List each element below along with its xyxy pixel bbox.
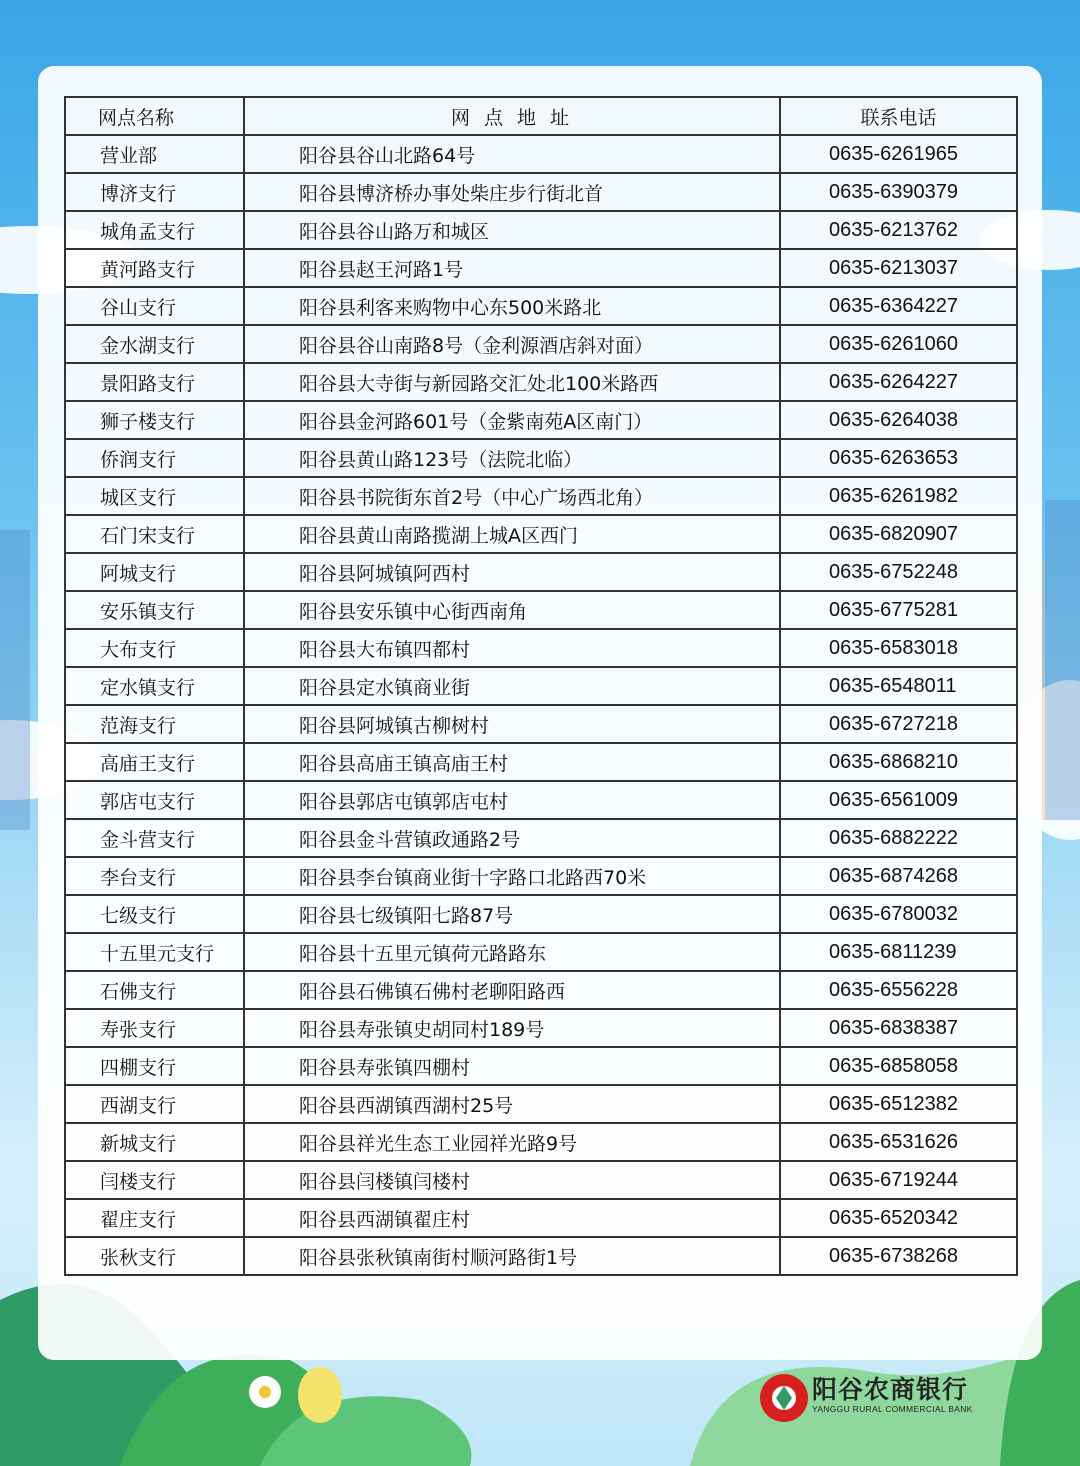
- branch-address-cell: 阳谷县博济桥办事处柴庄步行街北首: [244, 173, 780, 211]
- branch-phone-cell: 0635-6780032: [780, 895, 1017, 933]
- table-row: [65, 135, 1017, 173]
- branch-address-cell: 阳谷县谷山北路64号: [244, 135, 780, 173]
- branch-name-cell: 翟庄支行: [65, 1199, 244, 1237]
- branch-phone-cell: 0635-6531626: [780, 1123, 1017, 1161]
- branch-address-cell: 阳谷县李台镇商业街十字路口北路西70米: [244, 857, 780, 895]
- branch-phone-cell: 0635-6364227: [780, 287, 1017, 325]
- table-row: [65, 553, 1017, 591]
- branch-phone-cell: 0635-6213037: [780, 249, 1017, 287]
- branch-address-cell: 阳谷县七级镇阳七路87号: [244, 895, 780, 933]
- branch-address-cell: 阳谷县郭店屯镇郭店屯村: [244, 781, 780, 819]
- branch-address-cell: 阳谷县西湖镇翟庄村: [244, 1199, 780, 1237]
- branch-name-cell: 狮子楼支行: [65, 401, 244, 439]
- table-row: [65, 439, 1017, 477]
- branch-name-cell: 闫楼支行: [65, 1161, 244, 1199]
- table-row: [65, 1047, 1017, 1085]
- table-row: [65, 781, 1017, 819]
- branch-address-cell: 阳谷县寿张镇史胡同村189号: [244, 1009, 780, 1047]
- branch-address-cell: 阳谷县书院街东首2号（中心广场西北角）: [244, 477, 780, 515]
- branch-phone-cell: 0635-6548011: [780, 667, 1017, 705]
- branch-address-cell: 阳谷县高庙王镇高庙王村: [244, 743, 780, 781]
- table-row: [65, 363, 1017, 401]
- branch-name-cell: 七级支行: [65, 895, 244, 933]
- branch-name-cell: 石佛支行: [65, 971, 244, 1009]
- table-row: [65, 1009, 1017, 1047]
- branch-phone-cell: 0635-6727218: [780, 705, 1017, 743]
- branch-phone-cell: 0635-6556228: [780, 971, 1017, 1009]
- branch-name-cell: 定水镇支行: [65, 667, 244, 705]
- table-row: [65, 1161, 1017, 1199]
- branch-phone-cell: 0635-6775281: [780, 591, 1017, 629]
- branch-phone-cell: 0635-6874268: [780, 857, 1017, 895]
- bank-logo: [750, 1368, 1000, 1424]
- header-branch-name: 网点名称: [65, 97, 244, 135]
- branch-address-cell: 阳谷县寿张镇四棚村: [244, 1047, 780, 1085]
- branch-name-cell: 金斗营支行: [65, 819, 244, 857]
- table-row: [65, 591, 1017, 629]
- table-row: [65, 1237, 1017, 1275]
- branch-address-cell: 阳谷县定水镇商业街: [244, 667, 780, 705]
- branch-address-cell: 阳谷县赵王河路1号: [244, 249, 780, 287]
- branch-name-cell: 金水湖支行: [65, 325, 244, 363]
- branch-name-cell: 石门宋支行: [65, 515, 244, 553]
- branch-address-cell: 阳谷县阿城镇阿西村: [244, 553, 780, 591]
- table-row: [65, 971, 1017, 1009]
- branch-name-cell: 十五里元支行: [65, 933, 244, 971]
- branch-name-cell: 景阳路支行: [65, 363, 244, 401]
- branch-phone-cell: 0635-6261965: [780, 135, 1017, 173]
- branch-table: [64, 96, 1018, 1276]
- table-row: [65, 325, 1017, 363]
- branch-phone-cell: 0635-6719244: [780, 1161, 1017, 1199]
- branch-phone-cell: 0635-6811239: [780, 933, 1017, 971]
- table-row: [65, 249, 1017, 287]
- branch-name-cell: 阿城支行: [65, 553, 244, 591]
- table-row: [65, 1085, 1017, 1123]
- branch-address-cell: 阳谷县利客来购物中心东500米路北: [244, 287, 780, 325]
- branch-phone-cell: 0635-6261060: [780, 325, 1017, 363]
- table-row: [65, 743, 1017, 781]
- branch-name-cell: 谷山支行: [65, 287, 244, 325]
- table-row: [65, 705, 1017, 743]
- table-row: [65, 667, 1017, 705]
- table-row: [65, 1123, 1017, 1161]
- branch-name-cell: 四棚支行: [65, 1047, 244, 1085]
- branch-address-cell: 阳谷县大布镇四都村: [244, 629, 780, 667]
- branch-name-cell: 城区支行: [65, 477, 244, 515]
- branch-name-cell: 城角孟支行: [65, 211, 244, 249]
- table-row: [65, 819, 1017, 857]
- branch-name-cell: 寿张支行: [65, 1009, 244, 1047]
- branch-phone-cell: 0635-6583018: [780, 629, 1017, 667]
- branch-name-cell: 安乐镇支行: [65, 591, 244, 629]
- header-phone: 联系电话: [780, 97, 1017, 135]
- table-row: [65, 629, 1017, 667]
- bank-name-cn: 阳谷农商银行: [812, 1375, 969, 1404]
- branch-name-cell: 张秋支行: [65, 1237, 244, 1275]
- branch-table-container: [64, 96, 1016, 1276]
- branch-address-cell: 阳谷县谷山南路8号（金利源酒店斜对面）: [244, 325, 780, 363]
- branch-name-cell: 范海支行: [65, 705, 244, 743]
- table-row: [65, 857, 1017, 895]
- branch-address-cell: 阳谷县十五里元镇荷元路路东: [244, 933, 780, 971]
- branch-phone-cell: 0635-6520342: [780, 1199, 1017, 1237]
- branch-address-cell: 阳谷县西湖镇西湖村25号: [244, 1085, 780, 1123]
- branch-address-cell: 阳谷县阿城镇古柳树村: [244, 705, 780, 743]
- branch-address-cell: 阳谷县闫楼镇闫楼村: [244, 1161, 780, 1199]
- branch-address-cell: 阳谷县张秋镇南街村顺河路街1号: [244, 1237, 780, 1275]
- branch-name-cell: 高庙王支行: [65, 743, 244, 781]
- bank-name-en: YANGGU RURAL COMMERCIAL BANK: [812, 1404, 973, 1414]
- table-row: [65, 477, 1017, 515]
- branch-name-cell: 营业部: [65, 135, 244, 173]
- branch-name-cell: 侨润支行: [65, 439, 244, 477]
- branch-name-cell: 郭店屯支行: [65, 781, 244, 819]
- branch-phone-cell: 0635-6752248: [780, 553, 1017, 591]
- branch-phone-cell: 0635-6261982: [780, 477, 1017, 515]
- table-row: [65, 287, 1017, 325]
- table-row: [65, 173, 1017, 211]
- branch-address-cell: 阳谷县大寺街与新园路交汇处北100米路西: [244, 363, 780, 401]
- branch-phone-cell: 0635-6820907: [780, 515, 1017, 553]
- branch-phone-cell: 0635-6738268: [780, 1237, 1017, 1275]
- branch-address-cell: 阳谷县祥光生态工业园祥光路9号: [244, 1123, 780, 1161]
- branch-address-cell: 阳谷县金河路601号（金紫南苑A区南门）: [244, 401, 780, 439]
- branch-phone-cell: 0635-6858058: [780, 1047, 1017, 1085]
- branch-name-cell: 新城支行: [65, 1123, 244, 1161]
- branch-phone-cell: 0635-6264038: [780, 401, 1017, 439]
- table-row: [65, 211, 1017, 249]
- table-row: [65, 895, 1017, 933]
- table-row: [65, 933, 1017, 971]
- table-header-row: [65, 97, 1017, 135]
- branch-address-cell: 阳谷县谷山路万和城区: [244, 211, 780, 249]
- branch-phone-cell: 0635-6263653: [780, 439, 1017, 477]
- branch-phone-cell: 0635-6512382: [780, 1085, 1017, 1123]
- branch-name-cell: 大布支行: [65, 629, 244, 667]
- branch-address-cell: 阳谷县金斗营镇政通路2号: [244, 819, 780, 857]
- branch-name-cell: 博济支行: [65, 173, 244, 211]
- header-address: 网 点 地 址: [244, 97, 780, 135]
- branch-name-cell: 黄河路支行: [65, 249, 244, 287]
- branch-phone-cell: 0635-6561009: [780, 781, 1017, 819]
- table-row: [65, 515, 1017, 553]
- table-row: [65, 1199, 1017, 1237]
- branch-phone-cell: 0635-6264227: [780, 363, 1017, 401]
- branch-phone-cell: 0635-6838387: [780, 1009, 1017, 1047]
- branch-phone-cell: 0635-6868210: [780, 743, 1017, 781]
- branch-phone-cell: 0635-6213762: [780, 211, 1017, 249]
- branch-name-cell: 李台支行: [65, 857, 244, 895]
- branch-address-cell: 阳谷县黄山路123号（法院北临）: [244, 439, 780, 477]
- branch-address-cell: 阳谷县安乐镇中心街西南角: [244, 591, 780, 629]
- branch-phone-cell: 0635-6882222: [780, 819, 1017, 857]
- branch-name-cell: 西湖支行: [65, 1085, 244, 1123]
- branch-address-cell: 阳谷县黄山南路揽湖上城A区西门: [244, 515, 780, 553]
- branch-address-cell: 阳谷县石佛镇石佛村老聊阳路西: [244, 971, 780, 1009]
- table-row: [65, 401, 1017, 439]
- branch-phone-cell: 0635-6390379: [780, 173, 1017, 211]
